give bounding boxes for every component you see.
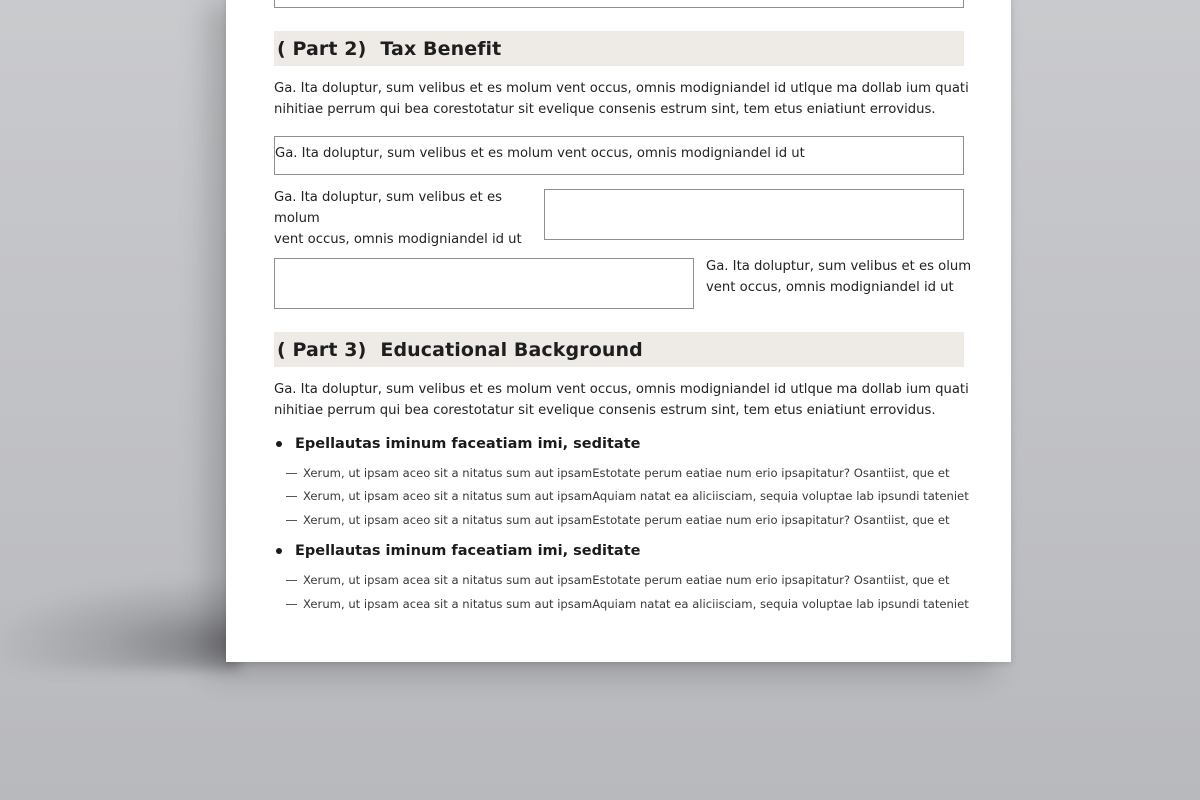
field-label-right-line2: vent occus, omnis modigniandel id ut bbox=[706, 280, 954, 295]
full-width-field-text: Ga. Ita doluptur, sum velibus et es molum vent occus, omnis modigniandel id ut bbox=[275, 146, 805, 161]
field-label-right bbox=[706, 256, 976, 298]
section-header-part3 bbox=[274, 332, 964, 367]
list-item bbox=[286, 573, 950, 587]
paper-shadow bbox=[0, 580, 240, 670]
list-item bbox=[286, 466, 950, 480]
section-number: ( Part 2) bbox=[277, 37, 367, 60]
bullet-heading bbox=[274, 436, 640, 452]
bullet-icon bbox=[276, 548, 282, 554]
bullet-icon bbox=[276, 441, 282, 447]
document-page bbox=[226, 0, 1011, 662]
list-item-text: Xerum, ut ipsam aceo sit a nitatus sum aut ipsamEstotate perum eatiae num erio ipsapitatur? Osantiist, que et bbox=[303, 466, 950, 480]
dash-icon bbox=[286, 520, 297, 521]
section-number: ( Part 3) bbox=[277, 338, 367, 361]
previous-field-box[interactable] bbox=[274, 0, 964, 8]
field-label-left bbox=[274, 187, 544, 250]
list-item-text: Xerum, ut ipsam aceo sit a nitatus sum aut ipsamAquiam natat ea aliciisciam, sequia voluptae lab ipsundi tateniet bbox=[303, 489, 969, 503]
input-box-left[interactable] bbox=[274, 258, 694, 309]
section-title: Educational Background bbox=[380, 338, 643, 361]
list-item-text: Xerum, ut ipsam aceo sit a nitatus sum aut ipsamEstotate perum eatiae num erio ipsapitatur? Osantiist, que et bbox=[303, 513, 950, 527]
list-item bbox=[286, 513, 950, 527]
bullet-heading-text: Epellautas iminum faceatiam imi, seditate bbox=[295, 436, 641, 452]
dash-icon bbox=[286, 580, 297, 581]
section-paragraph: Ga. Ita doluptur, sum velibus et es molum vent occus, omnis modigniandel id utlque ma dollab ium quati nihitiae perrum qui bea corestotatur sit evelique consenis estrum sint, tem etus eniatiunt errovidus. bbox=[274, 81, 969, 117]
field-label-left-line2: vent occus, omnis modigniandel id ut bbox=[274, 232, 522, 247]
section-header-part2 bbox=[274, 31, 964, 66]
bullet-heading bbox=[274, 543, 640, 559]
field-label-right-line1: Ga. Ita doluptur, sum velibus et es olum bbox=[706, 259, 972, 274]
list-item bbox=[286, 489, 969, 503]
list-item-text: Xerum, ut ipsam acea sit a nitatus sum aut ipsamEstotate perum eatiae num erio ipsapitatur? Osantiist, que et bbox=[303, 573, 950, 587]
full-width-field[interactable] bbox=[274, 136, 964, 175]
dash-icon bbox=[286, 496, 297, 497]
section-title: Tax Benefit bbox=[380, 37, 502, 60]
list-item bbox=[286, 597, 969, 611]
field-label-left-line1: Ga. Ita doluptur, sum velibus et es molum bbox=[274, 190, 502, 226]
dash-icon bbox=[286, 604, 297, 605]
list-item-text: Xerum, ut ipsam acea sit a nitatus sum aut ipsamAquiam natat ea aliciisciam, sequia voluptae lab ipsundi tateniet bbox=[303, 597, 969, 611]
section-paragraph: Ga. Ita doluptur, sum velibus et es molum vent occus, omnis modigniandel id utlque ma dollab ium quati nihitiae perrum qui bea corestotatur sit evelique consenis estrum sint, tem etus eniatiunt errovidus. bbox=[274, 382, 969, 418]
input-box-right[interactable] bbox=[544, 189, 964, 240]
dash-icon bbox=[286, 473, 297, 474]
bullet-heading-text: Epellautas iminum faceatiam imi, seditate bbox=[295, 543, 641, 559]
